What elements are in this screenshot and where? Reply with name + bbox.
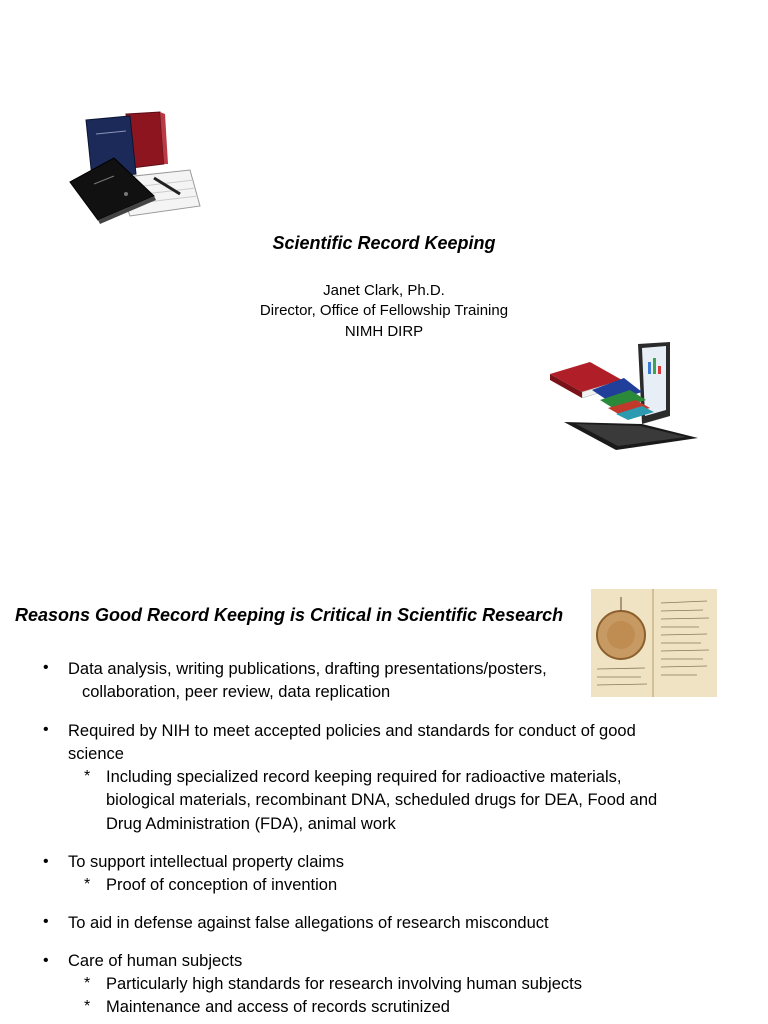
- sub-bullet-text: Proof of conception of invention: [106, 876, 338, 894]
- sub-bullet-text: Including specialized record keeping required for radioactive materials,: [106, 768, 622, 786]
- sub-bullet-marker: *: [84, 998, 91, 1015]
- slide-heading: Reasons Good Record Keeping is Critical in Scientific Research: [15, 605, 564, 625]
- bullet-marker: •: [43, 721, 49, 738]
- bullet-marker: •: [43, 913, 49, 930]
- sub-bullet-text: Drug Administration (FDA), animal work: [106, 815, 396, 833]
- sub-bullet-marker: *: [84, 975, 91, 992]
- bullet-text: To aid in defense against false allegations of research misconduct: [68, 914, 549, 932]
- lab-notebooks-icon: [68, 108, 204, 226]
- bullet-text: science: [68, 745, 124, 763]
- bullet-text: collaboration, peer review, data replication: [82, 683, 391, 701]
- bullet-marker: •: [43, 952, 49, 969]
- sub-bullet-marker: *: [84, 768, 91, 785]
- bullet-marker: •: [43, 659, 49, 676]
- sub-bullet-text: Maintenance and access of records scrutinized: [106, 998, 450, 1016]
- bullet-text: Required by NIH to meet accepted policies and standards for conduct of good: [68, 722, 636, 740]
- old-notebook-page-icon: [591, 589, 717, 697]
- sub-bullet-text: biological materials, recombinant DNA, scheduled drugs for DEA, Food and: [106, 791, 658, 809]
- presenter-name: Janet Clark, Ph.D.: [323, 282, 445, 299]
- bullet-text: To support intellectual property claims: [68, 853, 345, 871]
- laptop-with-books-icon: [546, 340, 700, 452]
- content-slide: [0, 575, 768, 1024]
- presenter-role: Director, Office of Fellowship Training: [259, 302, 509, 319]
- sub-bullet-marker: *: [84, 876, 91, 893]
- bullet-text: Care of human subjects: [68, 952, 243, 970]
- bullet-text: Data analysis, writing publications, drafting presentations/posters,: [68, 660, 547, 678]
- presenter-org: NIMH DIRP: [344, 323, 424, 340]
- slide-title: Scientific Record Keeping: [272, 233, 496, 253]
- sub-bullet-text: Particularly high standards for research involving human subjects: [106, 975, 582, 993]
- bullet-marker: •: [43, 853, 49, 870]
